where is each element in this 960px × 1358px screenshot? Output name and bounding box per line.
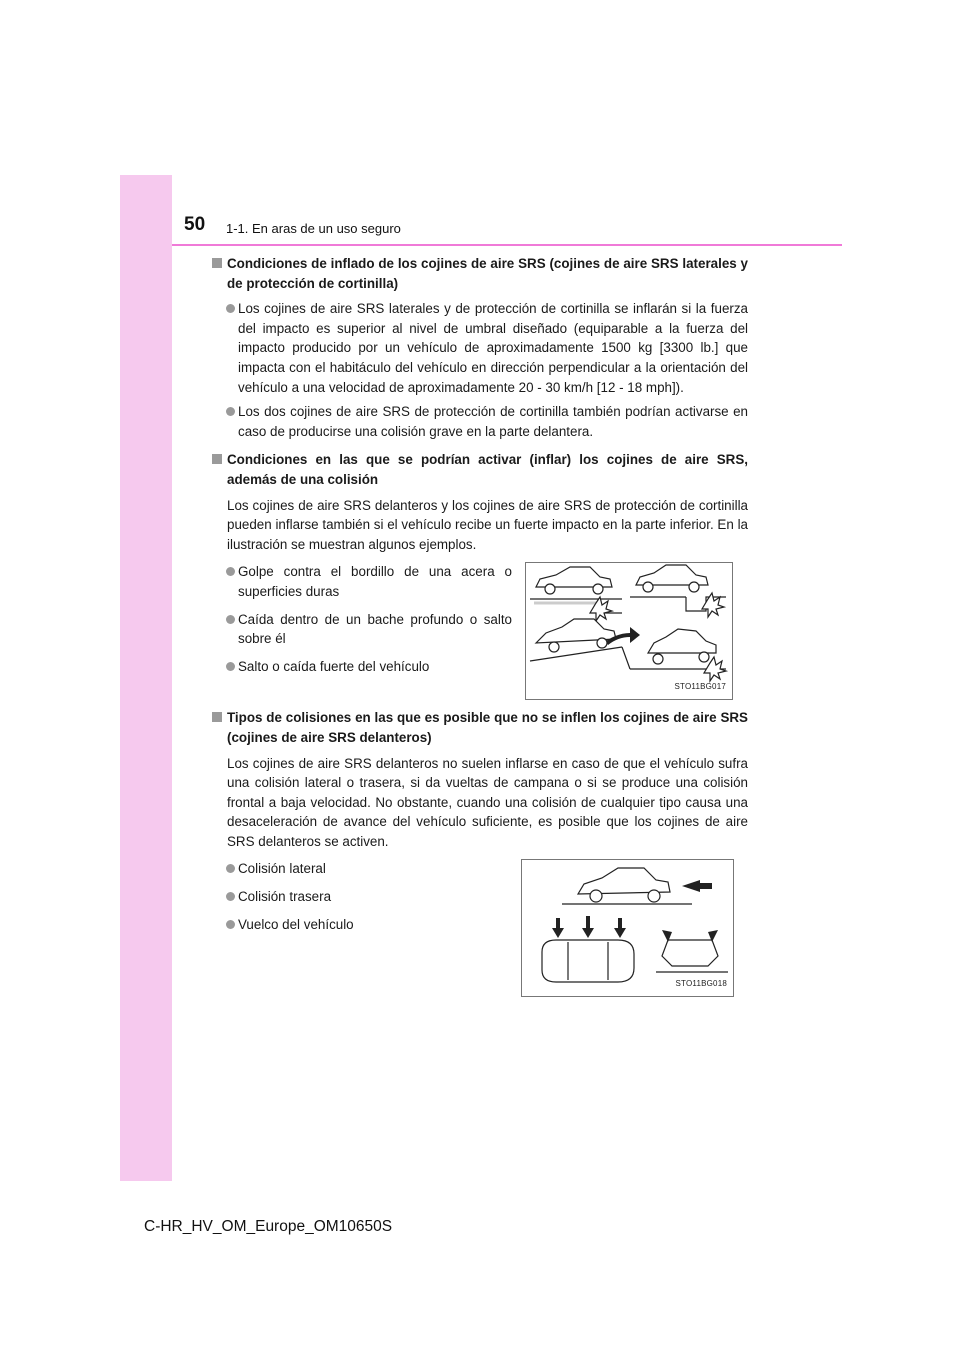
section-heading-no-inflation-types: Tipos de colisiones en las que es posible que no se inflen los cojines de aire SRS (cojines de aire SRS delanteros) — [212, 708, 748, 747]
figure-code: STO11BG018 — [675, 978, 727, 988]
sidebar-tab — [120, 175, 172, 1181]
list-item: Los dos cojines de aire SRS de protección de cortinilla también podrían activarse en caso de producirse una colisión grave en la parte delantera. — [212, 402, 748, 441]
document-code: C-HR_HV_OM_Europe_OM10650S — [144, 1218, 393, 1235]
section-heading-inflation-conditions: Condiciones de inflado de los cojines de aire SRS (cojines de aire SRS laterales y de protección de cortinilla) — [212, 254, 748, 293]
paragraph: Los cojines de aire SRS delanteros y los cojines de aire SRS de protección de cortinilla pueden inflarse también si el vehículo recibe un fuerte impacto en la parte inferior. En la ilustración se muestran algunos ejemplos. — [227, 497, 748, 552]
underbody-impact-illustration — [525, 562, 733, 700]
list-item: Caída dentro de un bache profundo o salto sobre él — [212, 610, 512, 649]
header-divider — [172, 244, 842, 246]
collision-types-illustration — [521, 859, 734, 997]
section-title: 1-1. En aras de un uso seguro — [226, 221, 401, 236]
list-item: Vuelco del vehículo — [212, 915, 512, 935]
list-item: Los cojines de aire SRS laterales y de protección de cortinilla se inflarán si la fuerza del impacto es superior al nivel de umbral diseñado (equiparable a la fuerza del impacto producido por un vehículo de aproximadamente 1500 kg [3300 lb.] que impacta con el habitáculo del vehículo en dirección perpendicular a la orientación del vehículo a una velocidad de aproximadamente 20 - 30 km/h [12 - 18 mph]). — [212, 299, 748, 397]
figure-code: STO11BG017 — [674, 681, 726, 691]
list-item: Salto o caída fuerte del vehículo — [212, 657, 512, 677]
list-item: Colisión lateral — [212, 859, 512, 879]
main-content — [212, 254, 748, 997]
section-heading-other-activation: Condiciones en las que se podrían activar (inflar) los cojines de aire SRS, además de una colisión — [212, 450, 748, 489]
page-number: 50 — [184, 214, 206, 235]
list-item: Golpe contra el bordillo de una acera o superficies duras — [212, 562, 512, 601]
paragraph: Los cojines de aire SRS delanteros no suelen inflarse en caso de que el vehículo sufra una colisión lateral o trasera, si da vueltas de campana o si se produce una colisión frontal a baja velocidad. No obstante, cuando una colisión de cualquier tipo causa una desaceleración de avance del vehículo suficiente, es posible que los cojines de aire SRS delanteros se activen. — [227, 755, 748, 849]
list-item: Colisión trasera — [212, 887, 512, 907]
